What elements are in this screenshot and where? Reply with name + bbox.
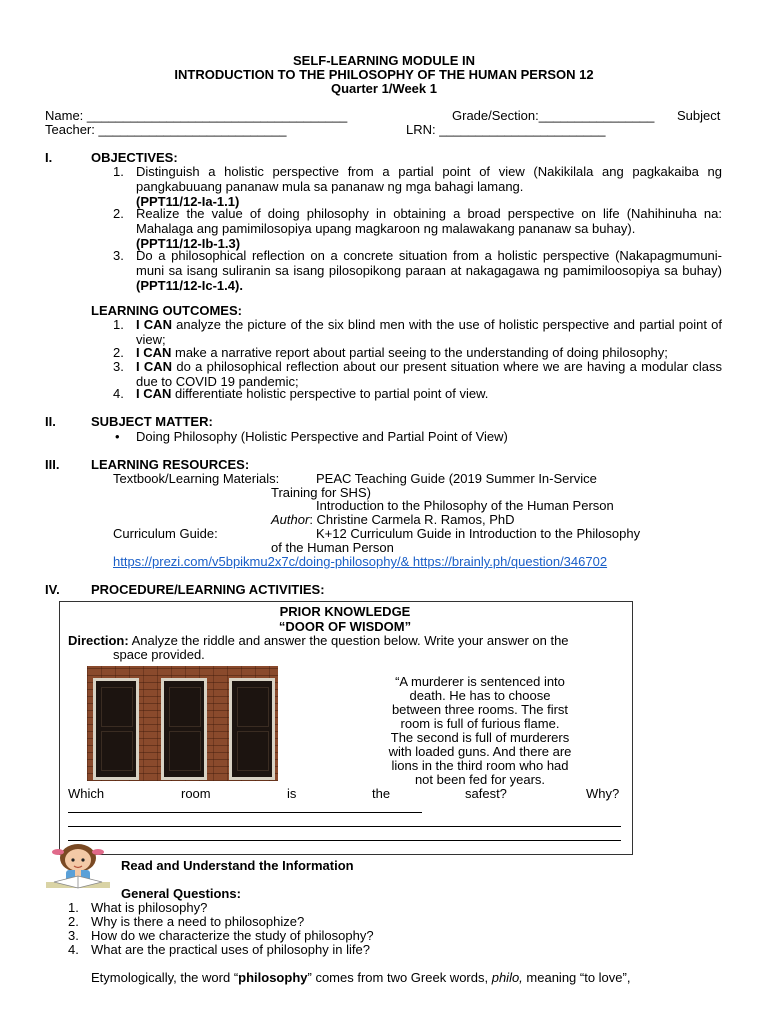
read-understand-heading: Read and Understand the Information [121, 858, 354, 873]
outcomes-heading: LEARNING OUTCOMES: [91, 303, 242, 318]
subject-field[interactable]: Subject [677, 108, 721, 123]
question-word: room [181, 786, 211, 801]
prior-knowledge-title: PRIOR KNOWLEDGE [279, 604, 411, 619]
direction-text: Direction: Analyze the riddle and answer the question below. Write your answer on the [68, 633, 569, 648]
door-of-wisdom-title: “DOOR OF WISDOM” [278, 619, 412, 634]
subject-matter-heading: SUBJECT MATTER: [91, 414, 213, 429]
question-word: Which [68, 786, 105, 801]
question-word: the [372, 786, 391, 801]
outcome-item: I CAN do a philosophical reflection about our present situation where we are having a modular class due to COVID 19 pandemic; [136, 359, 722, 389]
section-number: I. [45, 150, 53, 165]
subject-matter-item: Doing Philosophy (Holistic Perspective and Partial Point of View) [136, 429, 508, 444]
outcome-item: I CAN analyze the picture of the six blind men with the use of holistic perspective and partial point of view; [136, 317, 723, 347]
question-item: Why is there a need to philosophize? [91, 914, 305, 929]
lrn-field[interactable]: LRN: _______________________ [406, 122, 606, 137]
student-reading-icon [44, 842, 112, 894]
curriculum-value: K+12 Curriculum Guide in Introduction to the Philosophy [316, 526, 641, 541]
brainly-link[interactable]: https://brainly.ph/question/346702 [412, 554, 608, 569]
author-line: Author: Christine Carmela R. Ramos, PhD [271, 512, 515, 527]
curriculum-value-cont: of the Human Person [271, 540, 394, 555]
module-title: SELF-LEARNING MODULE IN [293, 53, 475, 68]
objective-number: 1. [113, 164, 124, 179]
general-questions-heading: General Questions: [121, 886, 241, 901]
outcome-number: 1. [113, 317, 124, 332]
question-word: safest? [465, 786, 507, 801]
textbook-label: Textbook/Learning Materials: [113, 471, 280, 486]
link-separator: & [400, 554, 413, 569]
resources-heading: LEARNING RESOURCES: [91, 457, 250, 472]
objectives-heading: OBJECTIVES: [91, 150, 178, 165]
bullet-icon: • [115, 429, 120, 444]
question-number: 1. [68, 900, 79, 915]
answer-line[interactable] [68, 826, 621, 827]
teacher-field[interactable]: Teacher: __________________________ [45, 122, 287, 137]
objective-number: 2. [113, 206, 124, 221]
objective-item: Do a philosophical reflection on a concrete situation from a holistic perspective (Nakapagmumuni-muni sa isang suliranin sa isang pilosopikong paraan at nakagagawa ng pamimiloosopiya sa buhay) (PPT11/12-Ic-1.4). [136, 248, 722, 293]
procedure-heading: PROCEDURE/LEARNING ACTIVITIES: [91, 582, 325, 597]
riddle-text: “A murderer is sentenced into death. He has to choose between three rooms. The first room is full of furious flame. The second is full of murderers with loaded guns. And there are lions in the third room who had not been fed for years. [388, 674, 572, 787]
objective-item: Realize the value of doing philosophy in obtaining a broad perspective on life (Nahihinuha na: Mahalaga ang pamimilosopiya upang magkaroon ng malawakang pananaw sa buhay). (PPT11/12-Ib-1.3) [136, 206, 722, 251]
door-3 [229, 678, 275, 780]
question-item: What is philosophy? [91, 900, 208, 915]
grade-section-field[interactable]: Grade/Section:________________ [452, 108, 655, 123]
outcome-number: 4. [113, 386, 124, 401]
question-word: Why? [586, 786, 620, 801]
three-doors-image [87, 666, 278, 781]
outcome-item: I CAN make a narrative report about partial seeing to the understanding of doing philosophy; [136, 345, 668, 360]
section-number: IV. [45, 582, 60, 597]
textbook-value-cont: Training for SHS) [271, 485, 371, 500]
objective-number: 3. [113, 248, 124, 263]
door-2 [161, 678, 207, 780]
etymology-paragraph: Etymologically, the word “philosophy” comes from two Greek words, philo, meaning “to love”, [91, 970, 631, 985]
textbook-title: Introduction to the Philosophy of the Human Person [316, 498, 614, 513]
answer-line[interactable] [68, 812, 422, 813]
objective-item: Distinguish a holistic perspective from a partial point of view (Nakikilala ang pagkakaiba ng pangkabuuang pananaw mula sa pananaw ng mga bahagi lamang. (PPT11/12-Ia-1.1) [136, 164, 722, 209]
section-number: II. [45, 414, 56, 429]
name-field[interactable]: Name: ____________________________________ [45, 108, 348, 123]
course-title: INTRODUCTION TO THE PHILOSOPHY OF THE HUMAN PERSON 12 [174, 67, 594, 82]
answer-line[interactable] [68, 840, 621, 841]
resource-links [113, 554, 607, 569]
direction-text-cont: space provided. [113, 647, 205, 662]
curriculum-label: Curriculum Guide: [113, 526, 218, 541]
question-item: What are the practical uses of philosophy in life? [91, 942, 370, 957]
question-number: 2. [68, 914, 79, 929]
outcome-number: 3. [113, 359, 124, 374]
outcome-item: I CAN differentiate holistic perspective to partial point of view. [136, 386, 489, 401]
door-1 [93, 678, 139, 780]
textbook-value: PEAC Teaching Guide (2019 Summer In-Service [316, 471, 597, 486]
question-item: How do we characterize the study of philosophy? [91, 928, 374, 943]
question-word: is [287, 786, 297, 801]
prezi-link[interactable]: https://prezi.com/v5bpikmu2x7c/doing-philosophy/ [113, 554, 401, 569]
outcome-number: 2. [113, 345, 124, 360]
question-number: 3. [68, 928, 79, 943]
quarter-week: Quarter 1/Week 1 [331, 81, 437, 96]
section-number: III. [45, 457, 60, 472]
question-number: 4. [68, 942, 79, 957]
